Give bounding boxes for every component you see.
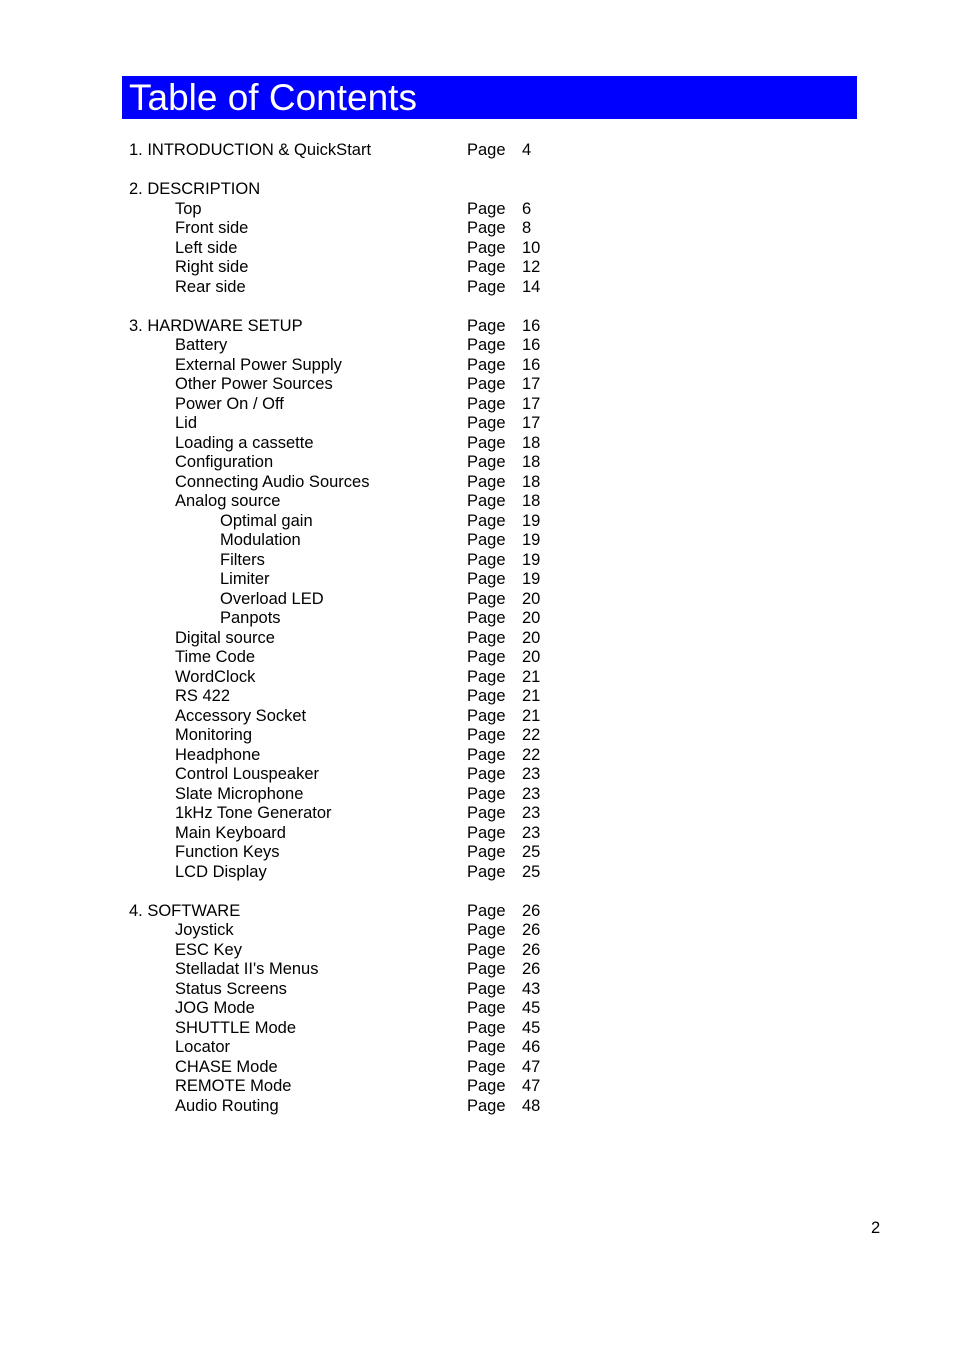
toc-page-label: Page <box>467 589 506 608</box>
toc-page-label: Page <box>467 414 506 432</box>
toc-entry-label: 3. HARDWARE SETUP <box>129 316 303 335</box>
toc-entry-label: Headphone <box>175 745 261 764</box>
toc-entry-label: LCD Display <box>175 862 267 881</box>
toc-page-label: Page <box>467 921 506 939</box>
toc-page-number: 23 <box>522 823 541 842</box>
toc-entry-row <box>0 492 954 512</box>
toc-page-number: 21 <box>522 706 541 725</box>
toc-entry-label: Control Louspeaker <box>175 765 320 783</box>
toc-page-number: 25 <box>522 862 541 881</box>
toc-entry-row <box>0 843 954 863</box>
toc-page-number: 47 <box>522 1077 541 1095</box>
toc-entry-row <box>0 609 954 629</box>
toc-entry-row <box>0 824 954 844</box>
toc-page-label: Page <box>467 1018 506 1037</box>
toc-entry-label: Other Power Sources <box>175 375 333 393</box>
toc-page-label: Page <box>467 765 506 783</box>
toc-section-row <box>0 141 954 161</box>
toc-entry-row <box>0 336 954 356</box>
toc-entry-label: Monitoring <box>175 726 253 744</box>
toc-entry-row <box>0 375 954 395</box>
toc-entry-row <box>0 687 954 707</box>
toc-page-label: Page <box>467 687 506 705</box>
toc-page-label: Page <box>467 1077 506 1095</box>
toc-page-number: 23 <box>522 765 541 783</box>
toc-page-number: 6 <box>522 199 532 218</box>
toc-entry-row <box>0 804 954 824</box>
toc-page-number: 14 <box>522 277 541 296</box>
toc-entry-label: Overload LED <box>220 589 324 608</box>
toc-entry-label: Status Screens <box>175 979 287 998</box>
toc-entry-row <box>0 395 954 415</box>
toc-page-number: 20 <box>522 589 541 608</box>
toc-page-label: Page <box>467 940 506 959</box>
toc-entry-label: Modulation <box>220 531 301 549</box>
toc-entry-label: 1kHz Tone Generator <box>175 804 332 822</box>
toc-page-label: Page <box>467 960 506 978</box>
toc-entry-row <box>0 258 954 278</box>
toc-entry-row <box>0 531 954 551</box>
toc-page-label: Page <box>467 453 506 471</box>
toc-page-number: 17 <box>522 375 541 393</box>
toc-page-number: 4 <box>522 141 532 159</box>
toc-page-number: 19 <box>522 531 541 549</box>
toc-entry-row <box>0 453 954 473</box>
toc-entry-row <box>0 278 954 298</box>
toc-entry-row <box>0 551 954 571</box>
toc-page-number: 18 <box>522 492 541 510</box>
toc-page-label: Page <box>467 1096 506 1115</box>
toc-entry-row <box>0 726 954 746</box>
toc-entry-label: Time Code <box>175 648 256 666</box>
toc-entry-label: Configuration <box>175 453 274 471</box>
toc-page-number: 17 <box>522 394 541 413</box>
toc-page-number: 18 <box>522 472 541 491</box>
toc-entry-row <box>0 570 954 590</box>
toc-entry-label: Stelladat II's Menus <box>175 960 319 978</box>
toc-page-label: Page <box>467 862 506 881</box>
toc-entry-row <box>0 1058 954 1078</box>
toc-page-number: 21 <box>522 687 541 705</box>
toc-page-label: Page <box>467 336 506 354</box>
toc-page-number: 45 <box>522 999 541 1017</box>
toc-page-number: 26 <box>522 940 541 959</box>
toc-entry-row <box>0 746 954 766</box>
toc-page-label: Page <box>467 843 506 861</box>
toc-entry-row <box>0 1097 954 1117</box>
toc-entry-row <box>0 668 954 688</box>
toc-entry-label: Rear side <box>175 277 246 296</box>
toc-page-number: 18 <box>522 453 541 471</box>
toc-page-label: Page <box>467 823 506 842</box>
toc-page-number: 43 <box>522 979 541 998</box>
toc-entry-label: 1. INTRODUCTION & QuickStart <box>129 141 372 159</box>
toc-entry-label: Analog source <box>175 492 281 510</box>
toc-page-number: 22 <box>522 726 541 744</box>
toc-entry-label: REMOTE Mode <box>175 1077 292 1095</box>
title-banner <box>122 76 857 119</box>
toc-entry-row <box>0 999 954 1019</box>
toc-entry-row <box>0 980 954 1000</box>
toc-entry-label: Left side <box>175 238 238 257</box>
toc-entry-row <box>0 1019 954 1039</box>
toc-entry-row <box>0 200 954 220</box>
toc-page-number: 26 <box>522 901 541 920</box>
toc-page-number: 25 <box>522 843 541 861</box>
toc-entry-label: CHASE Mode <box>175 1057 278 1076</box>
toc-page-number: 48 <box>522 1096 541 1115</box>
toc-entry-label: Lid <box>175 414 198 432</box>
toc-page-label: Page <box>467 628 506 647</box>
toc-page-label: Page <box>467 258 506 276</box>
toc-section-row <box>0 902 954 922</box>
page-number: 2 <box>871 1219 881 1237</box>
toc-page-number: 19 <box>522 511 541 530</box>
toc-entry-label: JOG Mode <box>175 999 255 1017</box>
toc-entry-label: Battery <box>175 336 228 354</box>
toc-page-label: Page <box>467 648 506 666</box>
toc-entry-label: Panpots <box>220 609 281 627</box>
toc-page-number: 22 <box>522 745 541 764</box>
toc-page-number: 20 <box>522 648 541 666</box>
toc-entry-label: Joystick <box>175 921 234 939</box>
toc-entry-label: SHUTTLE Mode <box>175 1018 297 1037</box>
toc-entry-row <box>0 648 954 668</box>
toc-page-label: Page <box>467 784 506 803</box>
toc-entry-label: Limiter <box>220 570 270 588</box>
toc-page-label: Page <box>467 726 506 744</box>
toc-page-number: 10 <box>522 238 541 257</box>
toc-page-label: Page <box>467 570 506 588</box>
toc-page-number: 17 <box>522 414 541 432</box>
toc-entry-label: Accessory Socket <box>175 706 307 725</box>
toc-page-label: Page <box>467 219 506 237</box>
toc-entry-label: Loading a cassette <box>175 433 314 452</box>
toc-section-row <box>0 180 954 200</box>
toc-entry-label: Power On / Off <box>175 394 284 413</box>
toc-page-number: 47 <box>522 1057 541 1076</box>
toc-entry-label: Optimal gain <box>220 511 313 530</box>
toc-entry-label: Function Keys <box>175 843 280 861</box>
toc-page-number: 26 <box>522 921 541 939</box>
toc-entry-label: Locator <box>175 1038 231 1056</box>
toc-page-label: Page <box>467 667 506 686</box>
toc-section-row <box>0 317 954 337</box>
toc-entry-label: Front side <box>175 219 249 237</box>
toc-page-label: Page <box>467 277 506 296</box>
toc-entry-row <box>0 707 954 727</box>
toc-entry-label: Top <box>175 199 202 218</box>
toc-page-number: 20 <box>522 609 541 627</box>
toc-entry-row <box>0 590 954 610</box>
toc-entry-row <box>0 785 954 805</box>
toc-page-label: Page <box>467 472 506 491</box>
toc-page-number: 19 <box>522 570 541 588</box>
toc-entry-label: Digital source <box>175 628 275 647</box>
toc-page-number: 12 <box>522 258 541 276</box>
toc-page-number: 16 <box>522 336 541 354</box>
toc-entry-label: Filters <box>220 550 265 569</box>
toc-page-label: Page <box>467 550 506 569</box>
toc-entry-row <box>0 356 954 376</box>
toc-page-label: Page <box>467 1057 506 1076</box>
toc-entry-row <box>0 473 954 493</box>
toc-page-label: Page <box>467 375 506 393</box>
toc-entry-label: RS 422 <box>175 687 231 705</box>
toc-page-label: Page <box>467 999 506 1017</box>
toc-entry-label: Slate Microphone <box>175 784 304 803</box>
toc-page-label: Page <box>467 979 506 998</box>
toc-entry-row <box>0 921 954 941</box>
toc-page-number: 23 <box>522 784 541 803</box>
toc-page-label: Page <box>467 141 506 159</box>
toc-page-label: Page <box>467 433 506 452</box>
toc-entry-label: 4. SOFTWARE <box>129 901 241 920</box>
toc-page-label: Page <box>467 492 506 510</box>
toc-entry-row <box>0 239 954 259</box>
toc-page-label: Page <box>467 804 506 822</box>
toc-entry-row <box>0 219 954 239</box>
toc-entry-label: ESC Key <box>175 940 242 959</box>
toc-page-label: Page <box>467 238 506 257</box>
toc-page-label: Page <box>467 706 506 725</box>
toc-page-label: Page <box>467 355 506 374</box>
toc-page-label: Page <box>467 745 506 764</box>
toc-page-label: Page <box>467 394 506 413</box>
toc-page-number: 16 <box>522 316 541 335</box>
toc-entry-row <box>0 434 954 454</box>
toc-page-number: 19 <box>522 550 541 569</box>
toc-page-number: 45 <box>522 1018 541 1037</box>
toc-entry-label: Audio Routing <box>175 1096 279 1115</box>
toc-page-number: 26 <box>522 960 541 978</box>
toc-page-number: 21 <box>522 667 541 686</box>
toc-page-label: Page <box>467 531 506 549</box>
toc-entry-row <box>0 765 954 785</box>
toc-page-number: 23 <box>522 804 541 822</box>
toc-page-label: Page <box>467 199 506 218</box>
toc-page-number: 8 <box>522 219 532 237</box>
toc-entry-row <box>0 629 954 649</box>
toc-page-label: Page <box>467 609 506 627</box>
toc-entry-label: WordClock <box>175 667 256 686</box>
toc-entry-label: Main Keyboard <box>175 823 286 842</box>
toc-page-number: 18 <box>522 433 541 452</box>
page-title: Table of Contents <box>129 77 417 118</box>
toc-page-label: Page <box>467 901 506 920</box>
toc-entry-row <box>0 960 954 980</box>
toc-page-label: Page <box>467 1038 506 1056</box>
toc-entry-row <box>0 1038 954 1058</box>
toc-page-label: Page <box>467 511 506 530</box>
toc-page-number: 16 <box>522 355 541 374</box>
toc-entry-label: Right side <box>175 258 249 276</box>
toc-entry-label: Connecting Audio Sources <box>175 472 370 491</box>
toc-entry-row <box>0 1077 954 1097</box>
toc-entry-row <box>0 414 954 434</box>
toc-entry-row <box>0 941 954 961</box>
toc-entry-label: 2. DESCRIPTION <box>129 180 261 198</box>
toc-page-label: Page <box>467 316 506 335</box>
toc-entry-label: External Power Supply <box>175 355 342 374</box>
toc-entry-row <box>0 863 954 883</box>
toc-entry-row <box>0 512 954 532</box>
toc-page-number: 20 <box>522 628 541 647</box>
toc-page-number: 46 <box>522 1038 541 1056</box>
